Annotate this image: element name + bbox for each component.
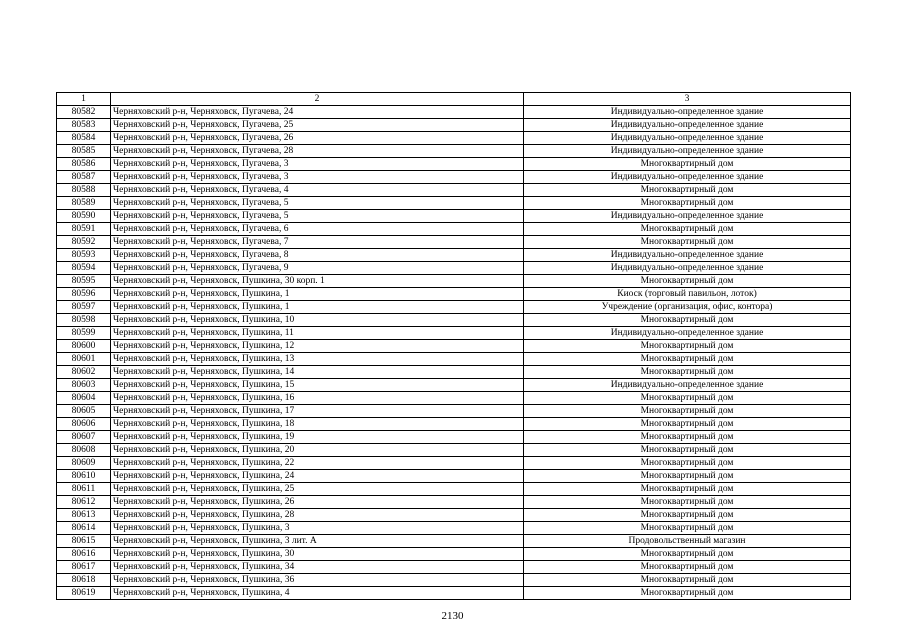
column-header-address: 2 xyxy=(111,93,524,106)
cell-address: Черняховский р-н, Черняховск, Пушкина, 22 xyxy=(111,457,524,470)
table-row xyxy=(57,509,851,522)
cell-number: 80582 xyxy=(57,106,111,119)
table-row xyxy=(57,340,851,353)
cell-number: 80611 xyxy=(57,483,111,496)
cell-address: Черняховский р-н, Черняховск, Пушкина, 28 xyxy=(111,509,524,522)
cell-address: Черняховский р-н, Черняховск, Пушкина, 36 xyxy=(111,574,524,587)
table-row xyxy=(57,327,851,340)
cell-number: 80585 xyxy=(57,145,111,158)
cell-number: 80587 xyxy=(57,171,111,184)
cell-address: Черняховский р-н, Черняховск, Пушкина, 18 xyxy=(111,418,524,431)
table-row xyxy=(57,236,851,249)
cell-object-type: Многоквартирный дом xyxy=(524,197,851,210)
cell-number: 80600 xyxy=(57,340,111,353)
cell-number: 80586 xyxy=(57,158,111,171)
cell-number: 80584 xyxy=(57,132,111,145)
cell-object-type: Многоквартирный дом xyxy=(524,236,851,249)
table-row xyxy=(57,288,851,301)
cell-address: Черняховский р-н, Черняховск, Пушкина, 20 xyxy=(111,444,524,457)
cell-address: Черняховский р-н, Черняховск, Пушкина, 30 xyxy=(111,548,524,561)
cell-number: 80593 xyxy=(57,249,111,262)
cell-address: Черняховский р-н, Черняховск, Пугачева, 6 xyxy=(111,223,524,236)
cell-number: 80602 xyxy=(57,366,111,379)
cell-object-type: Многоквартирный дом xyxy=(524,314,851,327)
cell-object-type: Многоквартирный дом xyxy=(524,457,851,470)
cell-number: 80617 xyxy=(57,561,111,574)
cell-object-type: Индивидуально-определенное здание xyxy=(524,132,851,145)
table-row xyxy=(57,444,851,457)
cell-object-type: Индивидуально-определенное здание xyxy=(524,145,851,158)
document-page xyxy=(56,92,850,600)
table-row xyxy=(57,379,851,392)
table-row xyxy=(57,223,851,236)
cell-address: Черняховский р-н, Черняховск, Пушкина, 17 xyxy=(111,405,524,418)
cell-object-type: Индивидуально-определенное здание xyxy=(524,379,851,392)
table-row xyxy=(57,418,851,431)
cell-address: Черняховский р-н, Черняховск, Пушкина, 13 xyxy=(111,353,524,366)
cell-address: Черняховский р-н, Черняховск, Пушкина, 1 xyxy=(111,301,524,314)
page-number: 2130 xyxy=(441,610,464,622)
cell-number: 80596 xyxy=(57,288,111,301)
cell-number: 80589 xyxy=(57,197,111,210)
cell-number: 80610 xyxy=(57,470,111,483)
table-row xyxy=(57,483,851,496)
table-row xyxy=(57,249,851,262)
cell-address: Черняховский р-н, Черняховск, Пугачева, 8 xyxy=(111,249,524,262)
table-row xyxy=(57,522,851,535)
cell-object-type: Многоквартирный дом xyxy=(524,444,851,457)
cell-object-type: Многоквартирный дом xyxy=(524,392,851,405)
registry-table xyxy=(56,92,851,600)
cell-object-type: Индивидуально-определенное здание xyxy=(524,262,851,275)
cell-number: 80609 xyxy=(57,457,111,470)
table-row xyxy=(57,366,851,379)
table-row xyxy=(57,431,851,444)
cell-number: 80592 xyxy=(57,236,111,249)
cell-address: Черняховский р-н, Черняховск, Пушкина, 1 xyxy=(111,288,524,301)
cell-address: Черняховский р-н, Черняховск, Пушкина, 34 xyxy=(111,561,524,574)
cell-address: Черняховский р-н, Черняховск, Пушкина, 10 xyxy=(111,314,524,327)
cell-number: 80597 xyxy=(57,301,111,314)
cell-number: 80612 xyxy=(57,496,111,509)
cell-address: Черняховский р-н, Черняховск, Пугачева, 5 xyxy=(111,210,524,223)
cell-object-type: Многоквартирный дом xyxy=(524,496,851,509)
cell-object-type: Многоквартирный дом xyxy=(524,223,851,236)
cell-number: 80605 xyxy=(57,405,111,418)
table-row xyxy=(57,301,851,314)
cell-number: 80601 xyxy=(57,353,111,366)
cell-number: 80606 xyxy=(57,418,111,431)
table-row xyxy=(57,405,851,418)
cell-number: 80588 xyxy=(57,184,111,197)
cell-object-type: Многоквартирный дом xyxy=(524,405,851,418)
cell-number: 80618 xyxy=(57,574,111,587)
cell-number: 80616 xyxy=(57,548,111,561)
cell-object-type: Многоквартирный дом xyxy=(524,366,851,379)
table-row xyxy=(57,197,851,210)
cell-object-type: Многоквартирный дом xyxy=(524,587,851,600)
cell-number: 80603 xyxy=(57,379,111,392)
cell-address: Черняховский р-н, Черняховск, Пугачева, 25 xyxy=(111,119,524,132)
cell-number: 80598 xyxy=(57,314,111,327)
cell-object-type: Киоск (торговый павильон, лоток) xyxy=(524,288,851,301)
cell-number: 80591 xyxy=(57,223,111,236)
cell-address: Черняховский р-н, Черняховск, Пушкина, 11 xyxy=(111,327,524,340)
cell-address: Черняховский р-н, Черняховск, Пушкина, 30 корп. 1 xyxy=(111,275,524,288)
cell-address: Черняховский р-н, Черняховск, Пушкина, 3 лит. А xyxy=(111,535,524,548)
table-header-row xyxy=(57,93,851,106)
table-row xyxy=(57,353,851,366)
cell-object-type: Многоквартирный дом xyxy=(524,340,851,353)
table-row xyxy=(57,548,851,561)
cell-address: Черняховский р-н, Черняховск, Пушкина, 24 xyxy=(111,470,524,483)
cell-number: 80604 xyxy=(57,392,111,405)
cell-object-type: Многоквартирный дом xyxy=(524,574,851,587)
cell-address: Черняховский р-н, Черняховск, Пугачева, 3 xyxy=(111,171,524,184)
table-row xyxy=(57,171,851,184)
cell-address: Черняховский р-н, Черняховск, Пугачева, 3 xyxy=(111,158,524,171)
cell-address: Черняховский р-н, Черняховск, Пушкина, 16 xyxy=(111,392,524,405)
table-row xyxy=(57,132,851,145)
column-header-object-type: 3 xyxy=(524,93,851,106)
cell-address: Черняховский р-н, Черняховск, Пугачева, 4 xyxy=(111,184,524,197)
cell-object-type: Индивидуально-определенное здание xyxy=(524,210,851,223)
cell-object-type: Многоквартирный дом xyxy=(524,418,851,431)
cell-address: Черняховский р-н, Черняховск, Пугачева, 28 xyxy=(111,145,524,158)
cell-address: Черняховский р-н, Черняховск, Пушкина, 25 xyxy=(111,483,524,496)
cell-number: 80614 xyxy=(57,522,111,535)
cell-object-type: Многоквартирный дом xyxy=(524,353,851,366)
cell-number: 80590 xyxy=(57,210,111,223)
cell-number: 80615 xyxy=(57,535,111,548)
table-row xyxy=(57,314,851,327)
cell-object-type: Многоквартирный дом xyxy=(524,561,851,574)
table-row xyxy=(57,184,851,197)
cell-number: 80583 xyxy=(57,119,111,132)
cell-number: 80607 xyxy=(57,431,111,444)
cell-address: Черняховский р-н, Черняховск, Пушкина, 19 xyxy=(111,431,524,444)
table-row xyxy=(57,470,851,483)
cell-number: 80599 xyxy=(57,327,111,340)
table-row xyxy=(57,561,851,574)
cell-object-type: Учреждение (организация, офис, контора) xyxy=(524,301,851,314)
cell-object-type: Многоквартирный дом xyxy=(524,509,851,522)
cell-object-type: Индивидуально-определенное здание xyxy=(524,171,851,184)
cell-number: 80608 xyxy=(57,444,111,457)
cell-object-type: Индивидуально-определенное здание xyxy=(524,327,851,340)
table-row xyxy=(57,392,851,405)
table-body xyxy=(57,106,851,600)
cell-object-type: Многоквартирный дом xyxy=(524,431,851,444)
cell-object-type: Индивидуально-определенное здание xyxy=(524,119,851,132)
cell-object-type: Индивидуально-определенное здание xyxy=(524,106,851,119)
cell-object-type: Многоквартирный дом xyxy=(524,158,851,171)
cell-address: Черняховский р-н, Черняховск, Пушкина, 3 xyxy=(111,522,524,535)
cell-object-type: Многоквартирный дом xyxy=(524,522,851,535)
cell-address: Черняховский р-н, Черняховск, Пугачева, 24 xyxy=(111,106,524,119)
cell-address: Черняховский р-н, Черняховск, Пушкина, 14 xyxy=(111,366,524,379)
cell-number: 80613 xyxy=(57,509,111,522)
column-header-number: 1 xyxy=(57,93,111,106)
table-row xyxy=(57,145,851,158)
cell-address: Черняховский р-н, Черняховск, Пугачева, 7 xyxy=(111,236,524,249)
cell-number: 80595 xyxy=(57,275,111,288)
table-row xyxy=(57,158,851,171)
cell-address: Черняховский р-н, Черняховск, Пугачева, 26 xyxy=(111,132,524,145)
cell-object-type: Многоквартирный дом xyxy=(524,184,851,197)
cell-object-type: Продовольственный магазин xyxy=(524,535,851,548)
table-row xyxy=(57,262,851,275)
cell-object-type: Многоквартирный дом xyxy=(524,548,851,561)
table-row xyxy=(57,275,851,288)
cell-object-type: Многоквартирный дом xyxy=(524,275,851,288)
table-row xyxy=(57,535,851,548)
table-row xyxy=(57,587,851,600)
cell-number: 80594 xyxy=(57,262,111,275)
table-row xyxy=(57,496,851,509)
cell-address: Черняховский р-н, Черняховск, Пушкина, 26 xyxy=(111,496,524,509)
cell-number: 80619 xyxy=(57,587,111,600)
cell-address: Черняховский р-н, Черняховск, Пугачева, 9 xyxy=(111,262,524,275)
cell-address: Черняховский р-н, Черняховск, Пушкина, 12 xyxy=(111,340,524,353)
table-row xyxy=(57,210,851,223)
table-row xyxy=(57,574,851,587)
table-row xyxy=(57,106,851,119)
cell-address: Черняховский р-н, Черняховск, Пугачева, 5 xyxy=(111,197,524,210)
cell-address: Черняховский р-н, Черняховск, Пушкина, 15 xyxy=(111,379,524,392)
cell-object-type: Многоквартирный дом xyxy=(524,483,851,496)
table-row xyxy=(57,457,851,470)
table-row xyxy=(57,119,851,132)
cell-address: Черняховский р-н, Черняховск, Пушкина, 4 xyxy=(111,587,524,600)
cell-object-type: Индивидуально-определенное здание xyxy=(524,249,851,262)
cell-object-type: Многоквартирный дом xyxy=(524,470,851,483)
